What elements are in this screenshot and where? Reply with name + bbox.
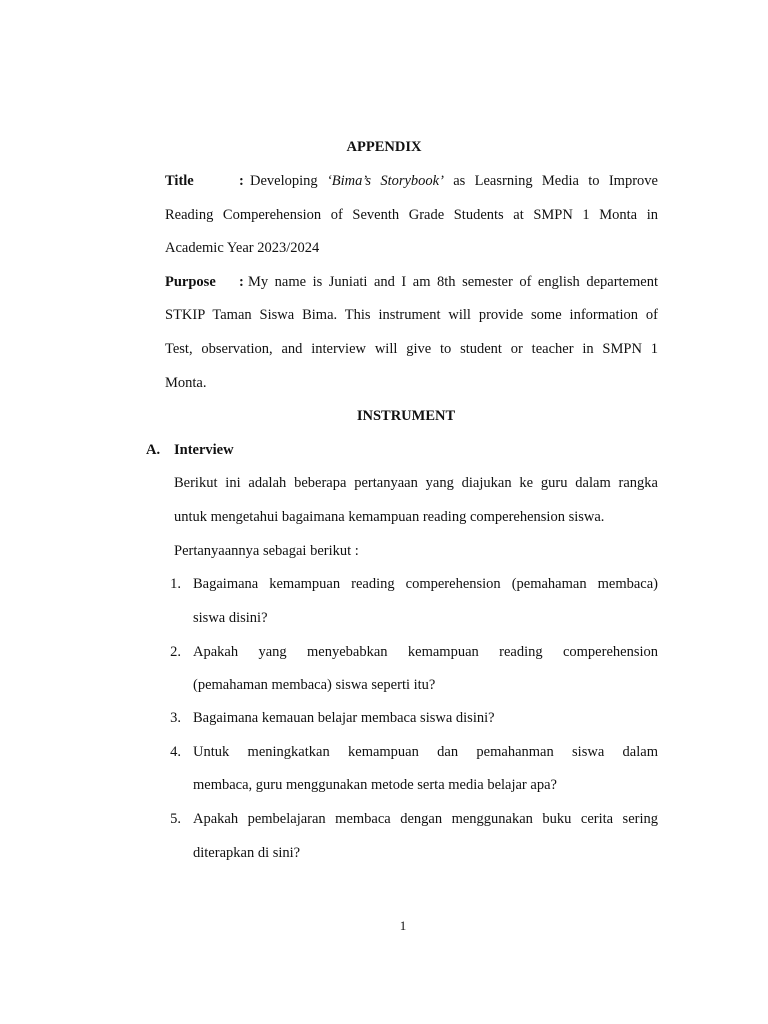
title-text-line-2: Reading Comperehension of Seventh Grade Students at SMPN 1 Monta in xyxy=(165,207,658,223)
intro-line-2: untuk mengetahui bagaimana kemampuan reading comperehension siswa. xyxy=(174,509,605,525)
title-italic: ‘Bima’s Storybook’ xyxy=(326,173,444,189)
question-number: 2. xyxy=(170,644,181,660)
title-text-line-3: Academic Year 2023/2024 xyxy=(165,240,320,256)
purpose-text-line-4: Monta. xyxy=(165,375,207,391)
question-line: membaca, guru menggunakan metode serta media belajar apa? xyxy=(193,777,557,793)
purpose-label: Purpose xyxy=(165,274,216,290)
intro-line-3: Pertanyaannya sebagai berikut : xyxy=(174,543,359,559)
question-number: 1. xyxy=(170,576,181,592)
section-a-title: Interview xyxy=(174,442,234,458)
purpose-colon: : xyxy=(239,274,244,290)
intro-line-1: Berikut ini adalah beberapa pertanyaan yang diajukan ke guru dalam rangka xyxy=(174,475,658,491)
title-rest: as Leasrning Media to Improve xyxy=(443,173,658,189)
question-line: Untuk meningkatkan kemampuan dan pemahanman siswa dalam xyxy=(193,744,658,760)
purpose-text-line-3: Test, observation, and interview will give to student or teacher in SMPN 1 xyxy=(165,341,658,357)
instrument-heading: INSTRUMENT xyxy=(356,408,456,424)
title-text-line-1 xyxy=(250,172,658,190)
title-label: Title xyxy=(165,173,194,189)
question-number: 4. xyxy=(170,744,181,760)
question-line: Apakah pembelajaran membaca dengan menggunakan buku cerita sering xyxy=(193,811,658,827)
question-number: 3. xyxy=(170,710,181,726)
question-line: Bagaimana kemampuan reading comperehension (pemahaman membaca) xyxy=(193,576,658,592)
question-line: diterapkan di sini? xyxy=(193,845,301,861)
purpose-text-line-1: My name is Juniati and I am 8th semester of english departement xyxy=(248,274,658,290)
question-line: (pemahaman membaca) siswa seperti itu? xyxy=(193,677,436,693)
appendix-heading: APPENDIX xyxy=(346,139,422,155)
question-line: Apakah yang menyebabkan kemampuan reading comperehension xyxy=(193,644,658,660)
title-colon: : xyxy=(239,173,244,189)
question-number: 5. xyxy=(170,811,181,827)
question-line: Bagaimana kemauan belajar membaca siswa disini? xyxy=(193,710,495,726)
question-line: siswa disini? xyxy=(193,610,268,626)
page-number: 1 xyxy=(399,918,407,933)
title-prefix: Developing xyxy=(250,173,327,189)
purpose-text-line-2: STKIP Taman Siswa Bima. This instrument will provide some information of xyxy=(165,307,658,323)
section-a-letter: A. xyxy=(146,442,161,458)
